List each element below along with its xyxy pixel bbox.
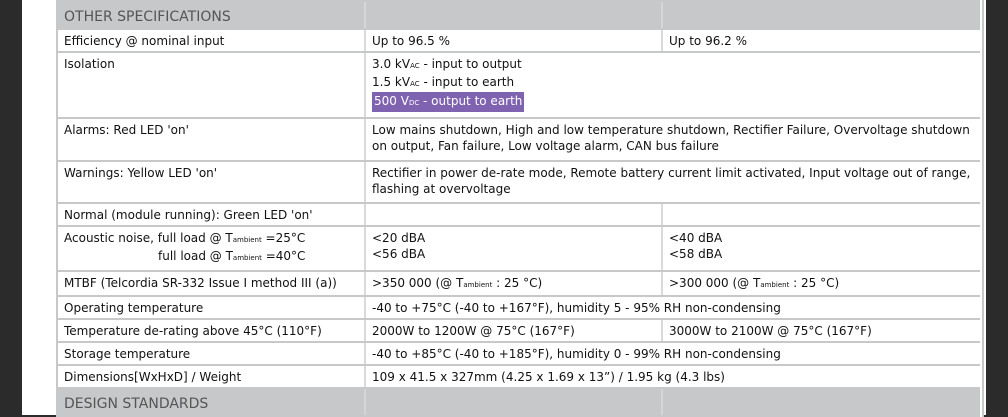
table-row xyxy=(58,203,980,226)
table-row xyxy=(58,52,980,118)
row-label: Warnings: Yellow LED 'on' xyxy=(58,161,365,203)
subscript: DC xyxy=(408,99,420,107)
text: =40°C xyxy=(261,249,306,263)
row-value: 109 x 41.5 x 327mm (4.25 x 1.69 x 13”) / 1.95 kg (4.3 lbs) xyxy=(365,365,980,388)
acoustic-value: <56 dBA xyxy=(372,247,426,261)
table-row xyxy=(58,296,980,319)
acoustic-value: <58 dBA xyxy=(669,247,723,261)
row-value xyxy=(365,226,662,271)
isolation-line-2 xyxy=(372,74,974,92)
text-selection-highlight[interactable] xyxy=(372,92,524,112)
table-row xyxy=(58,29,980,52)
table-row xyxy=(58,342,980,365)
table-row xyxy=(58,161,980,203)
row-value xyxy=(365,271,662,296)
text: : 25 °C) xyxy=(789,276,840,290)
row-value xyxy=(662,271,980,296)
text: 1.5 kV xyxy=(372,75,411,89)
document-page xyxy=(22,0,986,415)
table-row xyxy=(58,118,980,161)
subscript: ambient xyxy=(232,236,262,244)
subscript: ambient xyxy=(760,281,790,289)
isolation-line-3[interactable] xyxy=(372,92,974,112)
row-value: Up to 96.5 % xyxy=(365,29,662,52)
section-header-cell xyxy=(365,388,662,416)
table-row xyxy=(58,365,980,388)
row-label: Temperature de-rating above 45°C (110°F) xyxy=(58,319,365,342)
row-label: MTBF (Telcordia SR-332 Issue I method III (a)) xyxy=(58,271,365,296)
text: 3.0 kV xyxy=(372,57,411,71)
section-title: OTHER SPECIFICATIONS xyxy=(58,1,365,29)
row-value: 3000W to 2100W @ 75°C (167°F) xyxy=(662,319,980,342)
isolation-line-1 xyxy=(372,56,974,74)
acoustic-label-1 xyxy=(64,230,358,248)
section-header-cell xyxy=(662,1,980,29)
section-header-cell xyxy=(365,1,662,29)
row-value: -40 to +85°C (-40 to +185°F), humidity 0 - 99% RH non-condensing xyxy=(365,342,980,365)
row-label: Isolation xyxy=(58,52,365,118)
row-label: Normal (module running): Green LED 'on' xyxy=(58,203,365,226)
row-value xyxy=(662,203,980,226)
text: =25°C xyxy=(261,231,306,245)
acoustic-value: <20 dBA xyxy=(372,231,426,245)
spec-table-container xyxy=(56,0,984,417)
subscript: AC xyxy=(410,80,420,88)
section-header-row xyxy=(58,388,980,416)
row-value: Up to 96.2 % xyxy=(662,29,980,52)
row-label: Dimensions[WxHxD] / Weight xyxy=(58,365,365,388)
table-row xyxy=(58,319,980,342)
text: >300 000 (@ T xyxy=(669,276,761,290)
row-value: -40 to +75°C (-40 to +167°F), humidity 5 - 95% RH non-condensing xyxy=(365,296,980,319)
section-title: DESIGN STANDARDS xyxy=(58,388,365,416)
spec-table xyxy=(58,0,980,417)
subscript: AC xyxy=(410,62,420,70)
acoustic-value: <40 dBA xyxy=(669,231,723,245)
section-header-cell xyxy=(662,388,980,416)
text: : 25 °C) xyxy=(492,276,543,290)
row-label: Efficiency @ nominal input xyxy=(58,29,365,52)
text: - input to output xyxy=(419,57,522,71)
subscript: ambient xyxy=(232,254,262,262)
text: 500 V xyxy=(374,94,409,108)
row-label: Operating temperature xyxy=(58,296,365,319)
row-value: 2000W to 1200W @ 75°C (167°F) xyxy=(365,319,662,342)
row-value xyxy=(662,226,980,271)
row-value xyxy=(365,203,662,226)
row-label xyxy=(58,226,365,271)
text: full load @ T xyxy=(158,249,233,263)
text: >350 000 (@ T xyxy=(372,276,464,290)
row-label: Alarms: Red LED 'on' xyxy=(58,118,365,161)
acoustic-label-2 xyxy=(64,248,358,266)
row-label: Storage temperature xyxy=(58,342,365,365)
row-value: Rectifier in power de-rate mode, Remote battery current limit activated, Input voltage out of range, flashing at overvoltage xyxy=(365,161,980,203)
table-row xyxy=(58,271,980,296)
text: Acoustic noise, full load @ T xyxy=(64,231,233,245)
section-header-row xyxy=(58,1,980,29)
subscript: ambient xyxy=(463,281,493,289)
table-row xyxy=(58,226,980,271)
text: - output to earth xyxy=(419,94,523,108)
text: - input to earth xyxy=(419,75,515,89)
row-value: Low mains shutdown, High and low temperature shutdown, Rectifier Failure, Overvoltage shutdown on output, Fan failure, Low voltage alarm, CAN bus failure xyxy=(365,118,980,161)
row-value xyxy=(365,52,980,118)
